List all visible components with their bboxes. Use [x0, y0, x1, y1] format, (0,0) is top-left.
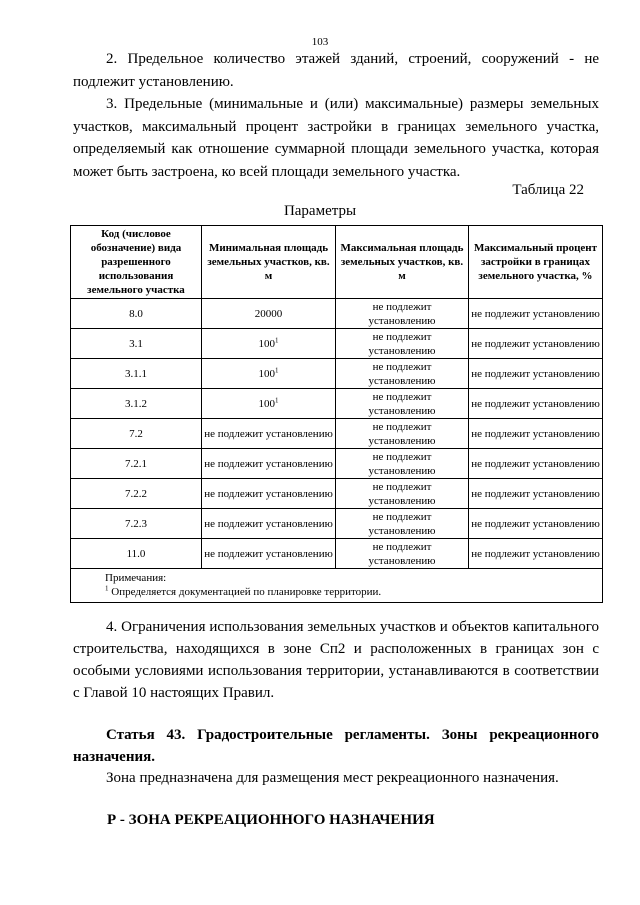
cell-max-percent [469, 329, 603, 359]
cell-max-area-text: не подлежит установлению [368, 420, 436, 447]
cell-code [71, 449, 202, 479]
cell-max-percent [469, 479, 603, 509]
cell-max-area [336, 389, 469, 419]
zone-heading: Р - ЗОНА РЕКРЕАЦИОННОГО НАЗНАЧЕНИЯ [107, 812, 435, 828]
cell-max-area-text: не подлежит установлению [368, 390, 436, 417]
header-max-percent: Максимальный процент застройки в границах земельного участка, % [469, 226, 603, 299]
cell-min-area [202, 509, 336, 539]
table-row [71, 419, 603, 449]
cell-max-area [336, 299, 469, 329]
note-text: Определяется документацией по планировке территории. [108, 586, 382, 598]
paragraph-zone-purpose: Зона предназначена для размещения мест рекреационного назначения. [106, 770, 559, 786]
page-number: 103 [311, 36, 329, 48]
table-row [71, 389, 603, 419]
cell-max-area [336, 509, 469, 539]
cell-min-area [202, 539, 336, 569]
cell-code [71, 329, 202, 359]
cell-max-area-text: не подлежит установлению [368, 360, 436, 387]
cell-max-area [336, 449, 469, 479]
cell-max-area-text: не подлежит установлению [368, 300, 436, 327]
cell-max-area-text: не подлежит установлению [368, 510, 436, 537]
cell-code-text: 7.2.1 [125, 457, 147, 470]
notes-title: Примечания: [105, 572, 167, 584]
cell-min-area-text: 100 [258, 337, 275, 350]
cell-max-percent-text: не подлежит установлению [471, 367, 600, 380]
cell-min-area-text: 100 [258, 397, 275, 410]
table-row [71, 449, 603, 479]
cell-max-area-text: не подлежит установлению [368, 450, 436, 477]
table-body [71, 299, 603, 569]
footnote-marker: 1 [275, 335, 279, 344]
cell-max-area-text: не подлежит установлению [368, 480, 436, 507]
table-title: Параметры [283, 203, 357, 219]
cell-code-text: 7.2.2 [125, 487, 147, 500]
header-code: Код (числовое обозначение) вида разрешенного использования земельного участка [71, 226, 202, 299]
cell-max-percent [469, 539, 603, 569]
cell-min-area [202, 389, 336, 419]
cell-max-area-text: не подлежит установлению [368, 330, 436, 357]
cell-max-percent-text: не подлежит установлению [471, 337, 600, 350]
table-caption: Таблица 22 [512, 182, 584, 198]
header-max-area: Максимальная площадь земельных участков, кв. м [336, 226, 469, 299]
paragraph-restrictions: 4. Ограничения использования земельных участков и объектов капитального строительства, находящихся в зоне Сп2 и расположенных в границах зон с особыми условиями использования территории, устанавливаются в соответствии с Главой 10 настоящих Правил. [73, 619, 599, 701]
table-header-row [71, 226, 603, 299]
cell-max-percent [469, 389, 603, 419]
cell-max-percent-text: не подлежит установлению [471, 397, 600, 410]
cell-min-area-text: не подлежит установлению [204, 427, 333, 440]
cell-max-percent [469, 299, 603, 329]
cell-max-percent-text: не подлежит установлению [471, 517, 600, 530]
cell-code [71, 479, 202, 509]
cell-code [71, 359, 202, 389]
table-notes-row [71, 569, 603, 603]
paragraph-plot-sizes: 3. Предельные (минимальные и (или) максимальные) размеры земельных участков, максимальный процент застройки в границах земельного участка, определяемый как отношение суммарной площади земельного участка, которая может быть застроена, ко всей площади земельного участка. [73, 96, 599, 180]
cell-min-area-text: не подлежит установлению [204, 457, 333, 470]
cell-max-area [336, 479, 469, 509]
cell-code-text: 11.0 [126, 547, 146, 560]
cell-min-area-text: не подлежит установлению [204, 517, 333, 530]
cell-min-area [202, 449, 336, 479]
header-min-area: Минимальная площадь земельных участков, кв. м [202, 226, 336, 299]
cell-code-text: 3.1 [129, 337, 143, 350]
cell-max-area-text: не подлежит установлению [368, 540, 436, 567]
cell-code-text: 7.2 [129, 427, 143, 440]
cell-min-area-text: не подлежит установлению [204, 487, 333, 500]
cell-max-percent-text: не подлежит установлению [471, 457, 600, 470]
table-row [71, 539, 603, 569]
cell-code [71, 389, 202, 419]
table-row [71, 299, 603, 329]
table-row [71, 509, 603, 539]
footnote-marker: 1 [275, 365, 279, 374]
cell-code [71, 419, 202, 449]
cell-min-area-text: 20000 [254, 307, 283, 320]
table-row [71, 329, 603, 359]
cell-code [71, 509, 202, 539]
note-marker: 1 [105, 584, 109, 593]
paragraph-floors: 2. Предельное количество этажей зданий, строений, сооружений - не подлежит установлению. [73, 51, 599, 90]
table-row [71, 359, 603, 389]
cell-max-percent-text: не подлежит установлению [471, 427, 600, 440]
cell-min-area [202, 479, 336, 509]
footnote-marker: 1 [275, 395, 279, 404]
cell-max-percent [469, 419, 603, 449]
cell-min-area-text: 100 [258, 367, 275, 380]
cell-max-area [336, 359, 469, 389]
cell-max-percent-text: не подлежит установлению [471, 307, 600, 320]
cell-max-percent [469, 359, 603, 389]
cell-code-text: 7.2.3 [125, 517, 147, 530]
cell-max-area [336, 539, 469, 569]
cell-max-area [336, 419, 469, 449]
parameters-table [70, 225, 603, 603]
table-notes [71, 569, 603, 603]
cell-max-area [336, 329, 469, 359]
cell-code [71, 539, 202, 569]
cell-max-percent-text: не подлежит установлению [471, 487, 600, 500]
cell-code-text: 3.1.2 [125, 397, 147, 410]
cell-min-area [202, 359, 336, 389]
cell-code [71, 299, 202, 329]
cell-max-percent [469, 509, 603, 539]
table-row [71, 479, 603, 509]
cell-max-percent-text: не подлежит установлению [471, 547, 600, 560]
cell-max-percent [469, 449, 603, 479]
cell-code-text: 8.0 [129, 307, 143, 320]
article-heading: Статья 43. Градостроительные регламенты. Зоны рекреационного назначения. [73, 727, 599, 765]
cell-code-text: 3.1.1 [125, 367, 147, 380]
cell-min-area [202, 419, 336, 449]
cell-min-area [202, 329, 336, 359]
cell-min-area-text: не подлежит установлению [204, 547, 333, 560]
cell-min-area [202, 299, 336, 329]
